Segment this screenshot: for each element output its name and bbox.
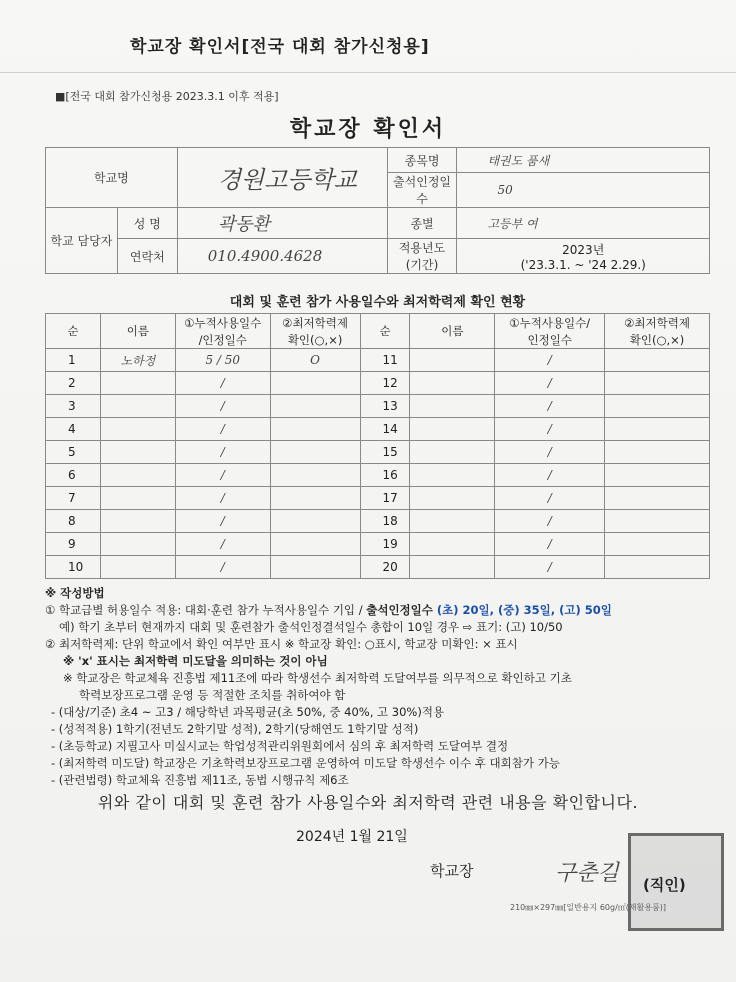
contact-label: 연락처: [117, 239, 177, 274]
col-min-left-bottom: 확인(○,×): [270, 331, 360, 349]
row-days-left: /: [175, 533, 270, 556]
row-min-right: [605, 510, 710, 533]
row-min-right: [605, 418, 710, 441]
row-no-left: 1: [46, 349, 101, 372]
table-row: [46, 372, 710, 395]
year-cell: [457, 239, 710, 274]
row-min-left: [270, 441, 360, 464]
note-9: - (최저학력 미도달) 학교장은 기초학력보장프로그램 운영하여 미도달 학생선수 이수 후 대회참가 가능: [51, 756, 560, 770]
principal-label: 학교장: [430, 862, 474, 880]
col-name-left: 이름: [100, 314, 175, 349]
col-days-left-top: ①누적사용일수: [175, 314, 270, 332]
row-no-left: 2: [46, 372, 101, 395]
row-no-right: 18: [360, 510, 410, 533]
row-days-right: /: [495, 533, 605, 556]
table-row: [46, 349, 710, 372]
row-days-left: /: [175, 510, 270, 533]
official-seal: [628, 833, 724, 931]
top-banner: [0, 0, 736, 73]
row-no-left: 5: [46, 441, 101, 464]
sport-label: 종목명: [387, 148, 457, 173]
school-name-value: 경원고등학교: [177, 148, 387, 208]
row-days-right: /: [495, 556, 605, 579]
row-min-right: [605, 441, 710, 464]
note-1a: ① 학교급별 허용일수 적용: 대회·훈련 참가 누적사용일수 기입 /: [45, 603, 367, 617]
row-no-left: 9: [46, 533, 101, 556]
row-days-left: /: [175, 464, 270, 487]
contact-value: 010.4900.4628: [177, 239, 387, 274]
category-value: 고등부 여: [457, 208, 710, 239]
row-days-left: /: [175, 556, 270, 579]
note-2: ② 최저학력제: 단위 학교에서 확인 여부만 표시 ※ 학교장 확인: ○표시, 학교장 미확인: × 표시: [45, 637, 518, 651]
row-no-right: 13: [360, 395, 410, 418]
row-name-right: [410, 510, 495, 533]
staff-name-value: 곽동환: [177, 208, 387, 239]
row-no-right: 11: [360, 349, 410, 372]
row-name-right: [410, 487, 495, 510]
col-no-left: 순: [46, 314, 101, 349]
row-no-left: 7: [46, 487, 101, 510]
form-tag: ■[전국 대회 참가신청용 2023.3.1 이후 적용]: [55, 90, 279, 103]
col-no-right: 순: [360, 314, 410, 349]
attendance-value: 50: [457, 173, 710, 208]
row-name-left: [100, 395, 175, 418]
staff-name-label: 성 명: [117, 208, 177, 239]
table-row: [46, 464, 710, 487]
table-row: [46, 556, 710, 579]
year-period: ('23.3.1. ~ '24 2.29.): [520, 257, 646, 272]
col-days-left-bottom: /인정일수: [175, 331, 270, 349]
row-name-left: [100, 487, 175, 510]
row-days-right: /: [495, 418, 605, 441]
note-10: - (관련법령) 학교체육 진흥법 제11조, 동법 시행규칙 제6조: [51, 773, 349, 787]
note-5: 학력보장프로그램 운영 등 적절한 조치를 취하여야 함: [79, 688, 346, 702]
row-name-right: [410, 349, 495, 372]
notes-heading: ※ 작성방법: [45, 586, 105, 600]
col-min-right-top: ②최저학력제: [605, 314, 710, 332]
table-header-row: [46, 314, 710, 332]
principal-signature: 구춘길: [555, 861, 619, 886]
row-min-right: [605, 556, 710, 579]
note-6: - (대상/기준) 초4 ~ 고3 / 해당학년 과목평균(초 50%, 중 40%, 고 30%)적용: [51, 705, 445, 719]
row-no-right: 14: [360, 418, 410, 441]
staff-label: 학교 담당자: [46, 208, 118, 274]
table-row: [46, 533, 710, 556]
row-min-left: [270, 464, 360, 487]
col-name-right: 이름: [410, 314, 495, 349]
row-name-left: [100, 441, 175, 464]
section-title: 대회 및 훈련 참가 사용일수와 최저학력제 확인 현황: [229, 295, 526, 310]
row-days-right: /: [495, 395, 605, 418]
row-days-right: /: [495, 349, 605, 372]
school-info-table: [45, 147, 710, 274]
row-name-left: [100, 372, 175, 395]
row-days-right: /: [495, 441, 605, 464]
row-min-left: [270, 487, 360, 510]
row-min-left: [270, 556, 360, 579]
row-no-right: 16: [360, 464, 410, 487]
row-days-left: /: [175, 372, 270, 395]
note-1: [45, 602, 725, 619]
row-no-left: 10: [46, 556, 101, 579]
col-min-right-bottom: 확인(○,×): [605, 331, 710, 349]
row-days-left: /: [175, 395, 270, 418]
row-no-right: 20: [360, 556, 410, 579]
row-name-right: [410, 556, 495, 579]
note-8: - (초등학교) 지필고사 미실시교는 학업성적관리위원회에서 심의 후 최저학력 도달여부 결정: [51, 739, 509, 753]
year-value: 2023년: [562, 242, 605, 257]
row-min-left: [270, 418, 360, 441]
instructions: [45, 585, 725, 789]
category-label: 종별: [387, 208, 457, 239]
row-min-right: [605, 533, 710, 556]
row-days-right: /: [495, 487, 605, 510]
confirmation-statement: 위와 같이 대회 및 훈련 참가 사용일수와 최저학력 관련 내용을 확인합니다.: [97, 793, 639, 812]
row-no-left: 6: [46, 464, 101, 487]
row-no-right: 12: [360, 372, 410, 395]
table-row: [46, 395, 710, 418]
note-1b: 출석인정일수: [366, 603, 433, 617]
row-min-right: [605, 349, 710, 372]
row-name-left: 노하정: [100, 349, 175, 372]
note-3: ※ 'x' 표시는 최저학력 미도달을 의미하는 것이 아님: [63, 654, 328, 668]
row-days-right: /: [495, 372, 605, 395]
note-4: ※ 학교장은 학교체육 진흥법 제11조에 따라 학생선수 최저학력 도달여부를 의무적으로 확인하고 기초: [63, 671, 572, 685]
row-min-left: [270, 510, 360, 533]
row-name-left: [100, 418, 175, 441]
table-row: [46, 487, 710, 510]
row-min-left: [270, 372, 360, 395]
row-days-left: /: [175, 418, 270, 441]
school-name-label: 학교명: [46, 148, 178, 208]
participants-table: [45, 313, 710, 579]
banner-title: 학교장 확인서[전국 대회 참가신청용]: [130, 37, 430, 57]
row-min-left: [270, 533, 360, 556]
row-min-left: [270, 395, 360, 418]
note-1-example: 예) 학기 초부터 현재까지 대회 및 훈련참가 출석인정결석일수 총합이 10일 경우 ⇨ 표기: (고) 10/50: [59, 620, 563, 634]
seal-label: (직인): [643, 876, 686, 894]
paper-spec: 210㎜×297㎜[일반용지 60g/㎡(재활용품)]: [510, 903, 667, 912]
row-name-left: [100, 510, 175, 533]
row-days-left: /: [175, 441, 270, 464]
row-name-right: [410, 418, 495, 441]
sport-value: 태권도 품새: [457, 148, 710, 173]
row-days-left: 5 / 50: [175, 349, 270, 372]
row-days-left: /: [175, 487, 270, 510]
row-no-right: 19: [360, 533, 410, 556]
signing-date: 2024년 1월 21일: [296, 829, 408, 845]
row-days-right: /: [495, 510, 605, 533]
note-7: - (성적적용) 1학기(전년도 2학기말 성적), 2학기(당해연도 1학기말 성적): [51, 722, 419, 736]
row-name-left: [100, 533, 175, 556]
attendance-label: 출석인정일수: [387, 173, 457, 208]
table-row: [46, 441, 710, 464]
row-no-left: 3: [46, 395, 101, 418]
col-min-left-top: ②최저학력제: [270, 314, 360, 332]
col-days-right-top: ①누적사용일수/: [495, 314, 605, 332]
row-no-right: 15: [360, 441, 410, 464]
row-min-left: O: [270, 349, 360, 372]
row-days-right: /: [495, 464, 605, 487]
col-days-right-bottom: 인정일수: [495, 331, 605, 349]
note-1c: (초) 20일, (중) 35일, (고) 50일: [432, 603, 612, 617]
row-name-right: [410, 441, 495, 464]
row-name-left: [100, 556, 175, 579]
row-name-right: [410, 372, 495, 395]
row-name-right: [410, 395, 495, 418]
year-label: 적용년도 (기간): [387, 239, 457, 274]
document-title: 학교장 확인서: [289, 117, 447, 142]
row-name-left: [100, 464, 175, 487]
row-min-right: [605, 464, 710, 487]
table-row: [46, 510, 710, 533]
table-row: [46, 418, 710, 441]
row-name-right: [410, 533, 495, 556]
row-name-right: [410, 464, 495, 487]
row-min-right: [605, 487, 710, 510]
row-min-right: [605, 372, 710, 395]
row-no-right: 17: [360, 487, 410, 510]
row-min-right: [605, 395, 710, 418]
row-no-left: 4: [46, 418, 101, 441]
row-no-left: 8: [46, 510, 101, 533]
